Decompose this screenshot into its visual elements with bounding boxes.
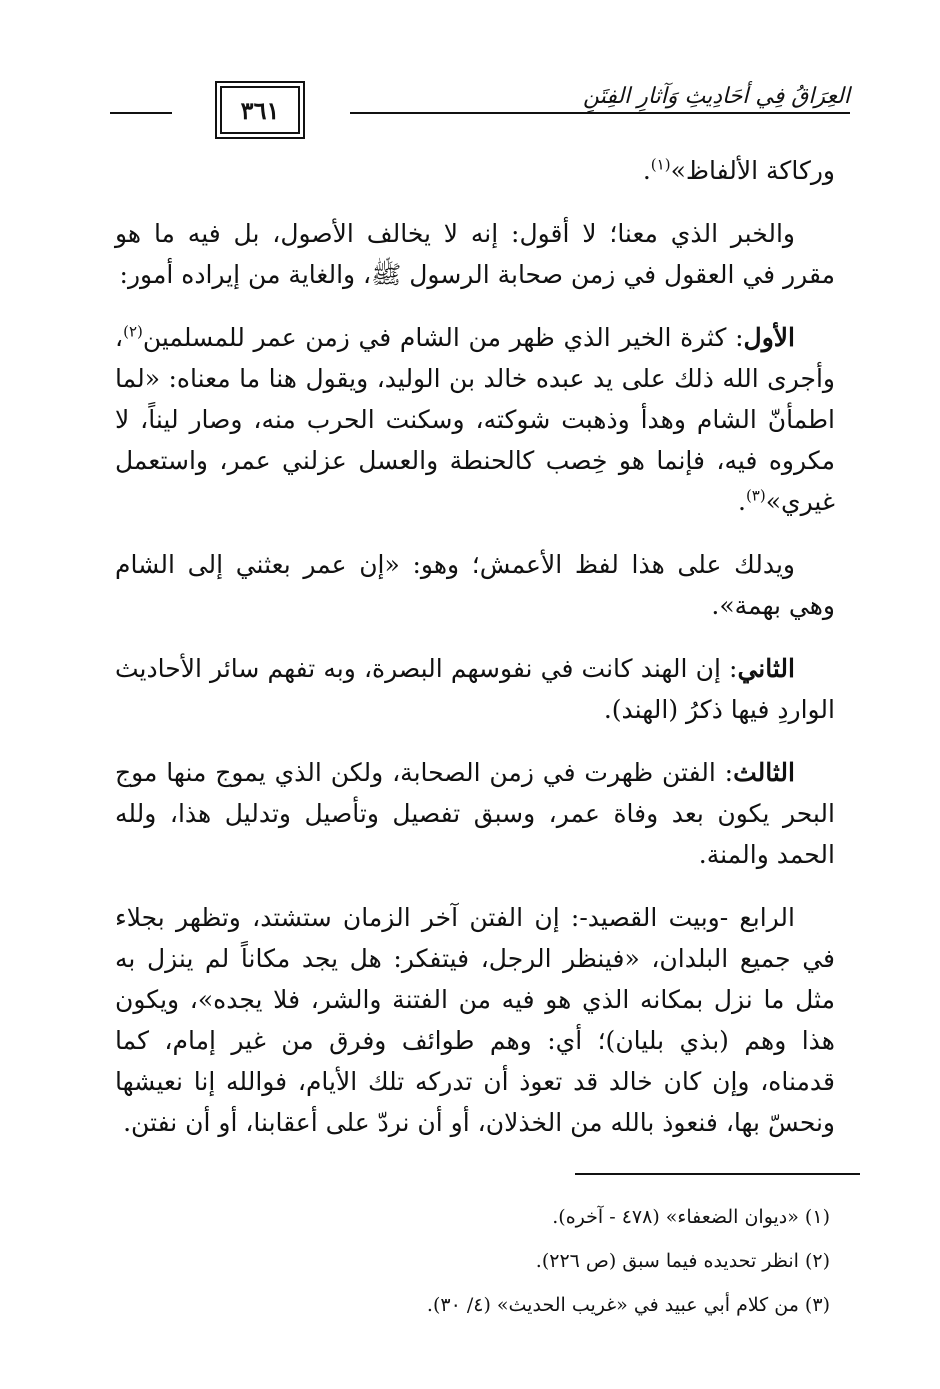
page-header [110,82,850,132]
paragraph-6: الرابع -وبيت القصيد-: إن الفتن آخر الزمان ستشتد، وتظهر بجلاء في جميع البلدان، «فينظر الرجل، فيتفكر: هل يجد مكاناً لم ينزل به مثل ما نزل بمكانه الذي هو فيه من الفتنة والشر، فلا يجده»، ويكون هذا وهم (بذي بليان)؛ أي: وهم طوائف وفرق من غير إمام، كما قدمناه، وإن كان خالد قد تعوذ أن تدركه تلك الأيام، فوالله إنا نعيشها ونحسّ بها، فنعوذ بالله من الخذلان، أو أن نردّ على أعقابنا، أو أن نفتن. [115,903,835,1137]
paragraph-5: الثالث: الفتن ظهرت في زمن الصحابة، ولكن الذي يموج منها موج البحر يكون بعد وفاة عمر، وسبق تفصيل وتأصيل وتدليل هذا، ولله الحمد والمنة. [115,758,835,869]
footnote-1: (١) «ديوان الضعفاء» (٤٧٨ - آخره). [552,1206,830,1228]
footnote-2: (٢) انظر تحديده فيما سبق (ص ٢٢٦). [535,1250,830,1272]
page-number: ٣٦١ [220,86,300,134]
second-point-heading: الثاني [737,654,795,683]
footnotes [300,1195,830,1327]
paragraph-4: الثاني: إن الهند كانت في نفوسهم البصرة، وبه تفهم سائر الأحاديث الواردِ فيها ذكرُ (الهند). [115,654,835,724]
page-number-box [172,82,348,138]
first-point-heading: الأول [743,323,795,352]
paragraph-3: ويدلك على هذا لفظ الأعمش؛ وهو: «إن عمر بعثني إلى الشام وهي بهمة». [115,550,835,620]
footnote-ref-2: (٢) [123,322,143,341]
header-rule-left [110,112,172,114]
main-text [115,150,835,1165]
paragraph-1: والخبر الذي معنا؛ لا أقول: إنه لا يخالف الأصول، بل فيه ما هو مقرر في العقول في زمن صحابة الرسول ﷺ، والغاية من إيراده أمور: [115,219,835,289]
footnote-ref-3: (٣) [745,486,766,505]
third-point-heading: الثالث [733,758,795,787]
running-title: العِرَاقُ فِي أحَادِيثِ وَآثارِ الفِتَنِ [573,84,850,109]
footnote-3: (٣) من كلام أبي عبيد في «غريب الحديث» (٤/ ٣٠). [426,1294,830,1316]
paragraph-0: وركاكة الألفاظ»$^{(١)}$. [642,155,835,185]
header-rule-right [350,112,850,114]
paragraph-2: الأول: كثرة الخير الذي ظهر من الشام في زمن عمر للمسلمين$^{(٢)}$، وأجرى الله ذلك على يد عبده خالد بن الوليد، ويقول هنا ما معناه: «لما اطمأنّ الشام وهدأ وذهبت شوكته، وسكنت الحرب منه، وصار ليناً، لا مكروه فيه، فإنما هو خِصب كالحنطة والعسل عزلني عمر، واستعمل غيري»$^{(٣)}$. [115,322,835,516]
footnote-ref-1: (١) [650,155,671,174]
footnote-separator [575,1173,860,1175]
